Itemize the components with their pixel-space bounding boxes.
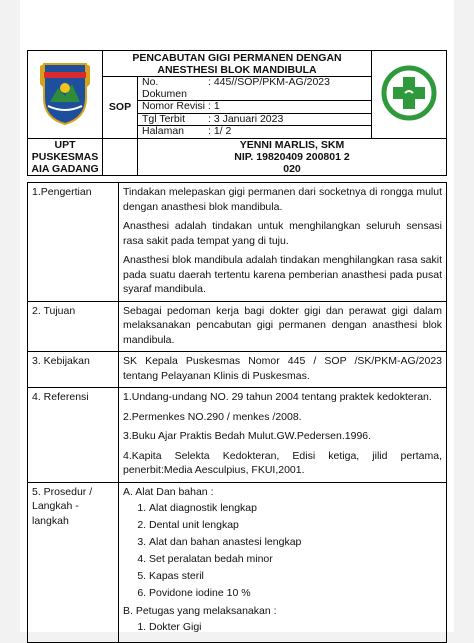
section-label: 4. Referensi: [28, 388, 119, 483]
staff-list: [123, 620, 442, 635]
document-title: [103, 51, 372, 77]
list-item: 5. Kapas steril: [149, 569, 442, 584]
signer-block: [138, 138, 447, 175]
row-kebijakan: [28, 352, 447, 388]
paragraph: Anasthesi blok mandibula adalah tindakan menghilangkan rasa sakit pada suatu daerah tertentu karena pemberian anasthesi pada pusat syaraf mandibula.: [123, 254, 442, 295]
row-tujuan: [28, 301, 447, 352]
sop-header-table: [27, 50, 447, 176]
section-label-text: 5. Prosedur / Langkah - langkah: [32, 485, 93, 527]
organization-name: [28, 138, 103, 175]
list-item: 4. Set peralatan bedah minor: [149, 552, 442, 567]
sop-label: SOP: [103, 77, 138, 139]
meta-key: Nomor Revisi: [142, 100, 206, 112]
meta-value: : 1/ 2: [208, 125, 232, 137]
puskesmas-logo-cell: [372, 51, 447, 139]
section-content: [119, 183, 447, 302]
title-line-1: PENCABUTAN GIGI PERMANEN DENGAN: [132, 52, 342, 64]
paragraph: Tindakan melepaskan gigi permanen dari socketnya di rongga mulut dengan anasthesi blok mandibula.: [123, 186, 442, 213]
signer-name: YENNI MARLIS, SKM: [239, 138, 345, 151]
meta-value: : 3 Januari 2023: [208, 112, 284, 125]
reference-item: 1.Undang-undang NO. 29 tahun 2004 tentang praktek kedokteran.: [123, 391, 432, 403]
document-meta: [138, 77, 372, 139]
row-prosedur: [28, 482, 447, 642]
reference-item: 4.Kapita Selekta Kedokteran, Edisi ketiga, jilid pertama, penerbit:Media Aesculpius, FKUI,2001.: [123, 449, 442, 476]
meta-key: No. Dokumen: [142, 76, 187, 100]
meta-key: Tgl Terbit: [142, 112, 185, 125]
regency-logo-cell: [28, 51, 103, 139]
list-item: 6. Povidone iodine 10 %: [149, 586, 442, 601]
subsection-title-a: A. Alat Dan bahan :: [123, 485, 214, 498]
pasaman-barat-emblem-icon: [36, 58, 94, 128]
section-label: 2. Tujuan: [28, 301, 119, 352]
section-label: 3. Kebijakan: [28, 352, 119, 388]
paragraph: Sebagai pedoman kerja bagi dokter gigi dan perawat gigi dalam melaksanakan pencabutan gigi permanen dengan anasthesi blok mandibula.: [123, 304, 442, 346]
row-pengertian: [28, 183, 447, 302]
tools-list: [123, 501, 442, 601]
sop-content-table: [27, 182, 447, 643]
meta-row-halaman: [138, 126, 371, 138]
header-spacer: [103, 138, 138, 175]
row-referensi: [28, 388, 447, 483]
meta-row-nomor-revisi: [138, 101, 371, 114]
title-line-2: ANESTHESI BLOK MANDIBULA: [157, 64, 317, 76]
section-label: 1.Pengertian: [28, 183, 119, 302]
org-line-1: UPT PUSKESMAS: [31, 138, 99, 163]
meta-value: : 1: [208, 100, 220, 112]
signer-nip-cont: 020: [283, 162, 301, 175]
reference-item: 2.Permenkes NO.290 / menkes /2008.: [123, 410, 302, 423]
list-item: 2. Dental unit lengkap: [149, 518, 442, 533]
reference-item: 3.Buku Ajar Praktis Bedah Mulut.GW.Pedersen.1996.: [123, 430, 372, 442]
list-item: 1. Dokter Gigi: [149, 620, 442, 635]
paragraph: Anasthesi adalah tindakan untuk menghilangkan seluruh sensasi rasa sakit pada tempat yang di tuju.: [123, 220, 442, 247]
meta-value: : 445//SOP/PKM-AG/2023: [208, 76, 330, 88]
section-content: [119, 482, 447, 642]
signer-nip: NIP. 19820409 200801 2: [234, 150, 350, 163]
section-content: [119, 388, 447, 483]
section-content: [119, 301, 447, 352]
puskesmas-cross-logo-icon: [381, 65, 437, 121]
org-line-2: AIA GADANG: [31, 162, 99, 175]
list-item: 1. Alat diagnostik lengkap: [149, 501, 442, 516]
subsection-title-b: B. Petugas yang melaksanakan :: [123, 604, 277, 617]
section-content: [119, 352, 447, 388]
meta-key: Halaman: [142, 125, 185, 137]
paragraph: SK Kepala Puskesmas Nomor 445 / SOP /SK/PKM-AG/2023 tentang Pelayanan Klinis di Puskesmas.: [123, 355, 442, 382]
meta-row-no-dokumen: [138, 77, 371, 101]
section-label: [28, 482, 119, 642]
list-item: 3. Alat dan bahan anastesi lengkap: [149, 535, 442, 550]
